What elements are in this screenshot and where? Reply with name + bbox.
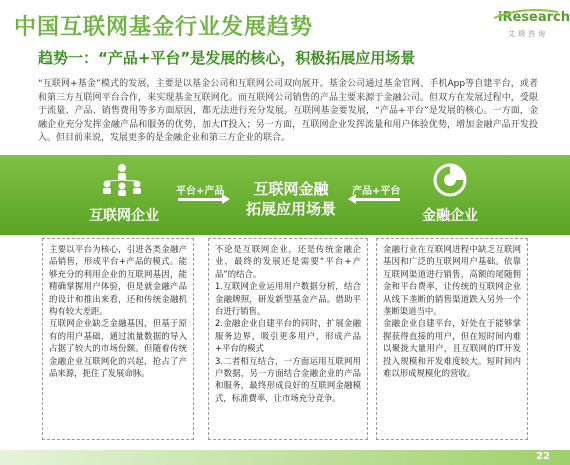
center-box-paragraph-3: 2.金融企业自建平台的同时，扩展金融服务边界，吸引更多用户，形成产品+平台的模式 <box>215 318 361 354</box>
coin-pie-icon <box>430 162 470 198</box>
logo-subtitle: 艾瑞咨询 <box>508 30 548 38</box>
iresearch-logo <box>492 8 570 48</box>
center-box-paragraph-4: 3.二者相互结合，一方面运用互联网用户数据，另一方面结合金融企业的产品和服务，最终形成良好的互联网金融模式，标准費率，让市场充分竞争。 <box>215 355 361 403</box>
intro-paragraph: “互联网+基金”模式的发展，主要是以基金公司和互联网公司双向展开。基金公司通过基金官网、手机App等自建平台，或者和第三方互联网平台合作，来实现基金互联网化。而互联网公司销售的产品主要来源于金融公司。但双方在发展过程中，受限于流量、产品、销售费用等多方面原因，都无法进行充分发展。互联网基金要发展，“产品+平台”是发展的核心。一方面，金融企业充分发挥金融产品和服务的优势，加大IT投入；另一方面，互联网企业发挥流量和用户体验优势，增加金融产品开发投入。但目前来说，发展更多的是金融企业和第三方企业的联合。 <box>38 79 538 143</box>
left-box-paragraph-2: 互联网企业缺乏金融基因，但基于原有的用户基础，通过流量数据的导入占据了较大的市场份额。但随着传统金融企业互联网化的兴起，抢占了产品来源，扼住了发展命脉。 <box>49 318 187 379</box>
footer-bar <box>0 450 570 465</box>
left-arrow-head-icon <box>348 194 356 204</box>
center-flow-title-line1: 互联网金融 <box>253 180 329 198</box>
people-network-icon <box>100 162 144 196</box>
left-arrow-label: 平台+产品 <box>176 186 225 197</box>
logo-swoosh-icon <box>492 8 562 22</box>
right-arrow-head-icon <box>222 194 230 204</box>
right-box-paragraph-1: 金融行业在互联网进程中缺乏互联网基因和广泛的互联网用户基础。依靠互联网渠道进行销售，高额的尾随佣金和平台费率，让传统的互联网企业从线下垄断的销售渠道跌入另外一个垄断渠道当中。 <box>383 244 521 317</box>
right-flow-title: 金融企业 <box>422 208 478 224</box>
left-description-box <box>42 238 194 440</box>
center-flow-title-line2: 拓展应用场景 <box>245 200 336 218</box>
center-description-box <box>208 238 368 440</box>
right-box-paragraph-2: 金融企业自建平台，好处在于能够掌握获得直接的用户，但在短时间内难以聚拢大量用户，且互联网的IT开发投入规模和开发难度较大。短时间内难以形成规模化的营收。 <box>383 318 521 379</box>
right-arrow-line <box>356 198 400 201</box>
logo-name: iResearch <box>498 10 570 25</box>
left-flow-title: 互联网企业 <box>89 208 159 224</box>
page-title: 中国互联网基金行业发展趋势 <box>14 15 314 40</box>
page-number: 22 <box>536 451 550 462</box>
right-arrow-label: 产品+平台 <box>352 186 401 197</box>
page-subtitle: 趋势一：“产品+平台”是发展的核心，积极拓展应用场景 <box>38 49 416 67</box>
left-arrow-line <box>178 198 222 201</box>
right-description-box <box>376 238 528 440</box>
center-box-paragraph-1: 不论是互联网企业，还是传统金融企业，最终的发展还是需要“平台+产品”的结合。 <box>215 244 361 279</box>
left-box-paragraph-1: 主要以平台为核心，引进各类金融产品销售，形成平台+产品的模式。能够充分的利用企业的互联网基因，能精确掌握用户体验，但是就金融产品的设计和推出来看，还和传统金融机构有较大差距。 <box>49 244 187 317</box>
center-box-paragraph-2: 1.互联网企业运用用户数据分析，结合金融牌照，研发新型基金产品。借助平台进行销售。 <box>215 281 361 317</box>
